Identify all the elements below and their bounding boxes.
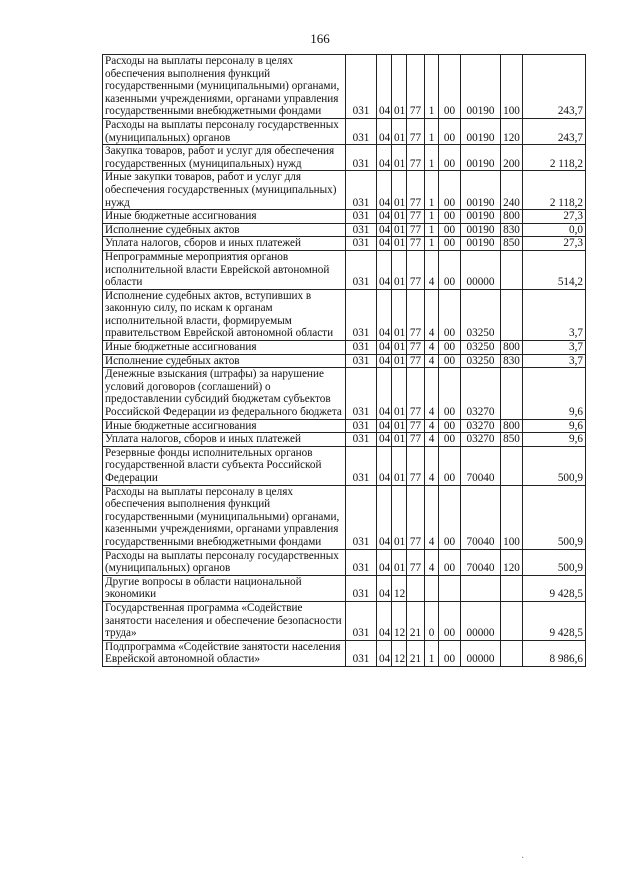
cell-pr: 01 [392,549,407,575]
cell-amount: 514,2 [523,250,586,289]
cell-amount: 243,7 [523,118,586,144]
cell-expense-type: 830 [501,223,523,237]
cell-direction: 00 [439,354,461,368]
cell-program: 77 [407,341,425,355]
cell-target-code: 70040 [461,446,501,485]
cell-program: 21 [407,601,425,640]
cell-direction: 00 [439,171,461,210]
table-row [103,575,586,601]
cell-amount: 243,7 [523,55,586,119]
cell-amount: 2 118,2 [523,145,586,171]
cell-program: 77 [407,171,425,210]
cell-ved: 031 [346,368,377,419]
cell-rz: 04 [377,237,392,251]
cell-rz: 04 [377,419,392,433]
cell-pr: 01 [392,419,407,433]
cell-pr: 01 [392,118,407,144]
cell-target-code: 00190 [461,223,501,237]
budget-table [102,54,586,667]
cell-rz: 04 [377,55,392,119]
cell-direction: 00 [439,433,461,447]
cell-expense-type: 100 [501,485,523,549]
cell-program: 77 [407,210,425,224]
cell-expense-type: 850 [501,433,523,447]
cell-pr: 12 [392,601,407,640]
table-row [103,250,586,289]
cell-ved: 031 [346,446,377,485]
cell-program: 77 [407,485,425,549]
cell-direction: 00 [439,485,461,549]
cell-amount: 3,7 [523,341,586,355]
cell-expense-type: 850 [501,237,523,251]
cell-expense-type [501,368,523,419]
cell-expense-type: 240 [501,171,523,210]
row-name: Государственная программа «Содействие занятости населения и обеспечение безопасности труда» [103,601,346,640]
cell-ved: 031 [346,433,377,447]
cell-direction [439,575,461,601]
cell-rz: 04 [377,118,392,144]
cell-rz: 04 [377,433,392,447]
cell-direction: 00 [439,210,461,224]
cell-rz: 04 [377,601,392,640]
cell-amount: 3,7 [523,354,586,368]
row-name: Непрограммные мероприятия органов исполнительной власти Еврейской автономной области [103,250,346,289]
cell-ved: 031 [346,485,377,549]
cell-target-code: 03270 [461,368,501,419]
row-name: Исполнение судебных актов, вступивших в законную силу, по искам к органам исполнительной власти, формируемым правительством Еврейской автономной области [103,289,346,340]
cell-pr: 01 [392,223,407,237]
row-name: Закупка товаров, работ и услуг для обеспечения государственных (муниципальных) нужд [103,145,346,171]
cell-direction: 00 [439,223,461,237]
row-name: Уплата налогов, сборов и иных платежей [103,433,346,447]
cell-rz: 04 [377,223,392,237]
table-row [103,237,586,251]
cell-amount: 9,6 [523,433,586,447]
cell-rz: 04 [377,171,392,210]
cell-subprogram: 4 [425,250,439,289]
cell-subprogram [425,575,439,601]
cell-amount: 8 986,6 [523,640,586,666]
cell-rz: 04 [377,341,392,355]
cell-subprogram: 1 [425,118,439,144]
row-name: Расходы на выплаты персоналу в целях обеспечения выполнения функций государственными (муниципальными) органами, казенными учреждениями, органами управления государственными внебюджетными фондами [103,55,346,119]
cell-program: 77 [407,433,425,447]
cell-target-code: 03270 [461,419,501,433]
cell-expense-type: 100 [501,55,523,119]
table-row [103,485,586,549]
cell-target-code: 70040 [461,549,501,575]
row-name: Подпрограмма «Содействие занятости населения Еврейской автономной области» [103,640,346,666]
scan-mark: · [521,853,525,864]
cell-subprogram: 1 [425,145,439,171]
cell-ved: 031 [346,549,377,575]
cell-program: 77 [407,354,425,368]
cell-expense-type [501,601,523,640]
cell-direction: 00 [439,368,461,419]
cell-direction: 00 [439,549,461,575]
cell-program: 77 [407,55,425,119]
cell-rz: 04 [377,446,392,485]
row-name: Иные бюджетные ассигнования [103,419,346,433]
cell-rz: 04 [377,250,392,289]
row-name: Уплата налогов, сборов и иных платежей [103,237,346,251]
table-row [103,210,586,224]
row-name: Расходы на выплаты персоналу государственных (муниципальных) органов [103,118,346,144]
cell-direction: 00 [439,601,461,640]
cell-program: 77 [407,549,425,575]
cell-direction: 00 [439,250,461,289]
cell-pr: 12 [392,575,407,601]
cell-rz: 04 [377,210,392,224]
cell-subprogram: 1 [425,55,439,119]
cell-target-code: 00000 [461,601,501,640]
table-row [103,354,586,368]
cell-program: 21 [407,640,425,666]
cell-target-code: 03270 [461,433,501,447]
row-name: Иные бюджетные ассигнования [103,210,346,224]
cell-rz: 04 [377,640,392,666]
cell-pr: 01 [392,210,407,224]
cell-pr: 01 [392,145,407,171]
cell-ved: 031 [346,575,377,601]
table-row [103,341,586,355]
cell-target-code: 70040 [461,485,501,549]
table-row [103,640,586,666]
cell-expense-type: 800 [501,341,523,355]
cell-program: 77 [407,237,425,251]
cell-target-code: 00190 [461,210,501,224]
cell-amount: 500,9 [523,549,586,575]
cell-target-code: 00190 [461,171,501,210]
cell-amount: 3,7 [523,289,586,340]
cell-target-code: 03250 [461,289,501,340]
cell-program: 77 [407,118,425,144]
cell-subprogram: 1 [425,210,439,224]
cell-target-code: 03250 [461,354,501,368]
table-row [103,118,586,144]
cell-amount: 27,3 [523,237,586,251]
cell-subprogram: 0 [425,601,439,640]
cell-pr: 01 [392,55,407,119]
cell-expense-type [501,446,523,485]
cell-rz: 04 [377,145,392,171]
cell-target-code: 00190 [461,118,501,144]
cell-direction: 00 [439,118,461,144]
cell-ved: 031 [346,237,377,251]
cell-direction: 00 [439,289,461,340]
cell-rz: 04 [377,289,392,340]
cell-ved: 031 [346,223,377,237]
cell-target-code: 00190 [461,145,501,171]
cell-ved: 031 [346,341,377,355]
cell-direction: 00 [439,55,461,119]
cell-rz: 04 [377,485,392,549]
cell-ved: 031 [346,171,377,210]
cell-target-code: 00000 [461,640,501,666]
cell-expense-type: 800 [501,210,523,224]
table-row [103,601,586,640]
cell-direction: 00 [439,237,461,251]
cell-subprogram: 4 [425,419,439,433]
row-name: Иные закупки товаров, работ и услуг для обеспечения государственных (муниципальных) нужд [103,171,346,210]
cell-pr: 01 [392,485,407,549]
cell-amount: 0,0 [523,223,586,237]
cell-ved: 031 [346,55,377,119]
cell-ved: 031 [346,289,377,340]
cell-expense-type [501,250,523,289]
cell-pr: 01 [392,368,407,419]
cell-expense-type [501,640,523,666]
table-row [103,368,586,419]
cell-subprogram: 4 [425,549,439,575]
cell-target-code: 00190 [461,55,501,119]
cell-ved: 031 [346,210,377,224]
cell-rz: 04 [377,549,392,575]
cell-expense-type: 200 [501,145,523,171]
cell-direction: 00 [439,446,461,485]
cell-amount: 9 428,5 [523,601,586,640]
cell-program [407,575,425,601]
cell-ved: 031 [346,118,377,144]
cell-subprogram: 4 [425,289,439,340]
cell-target-code: 03250 [461,341,501,355]
cell-subprogram: 4 [425,368,439,419]
cell-rz: 04 [377,575,392,601]
row-name: Другие вопросы в области национальной экономики [103,575,346,601]
cell-amount: 500,9 [523,446,586,485]
cell-ved: 031 [346,419,377,433]
table-row [103,223,586,237]
page-number: 166 [310,31,330,46]
cell-subprogram: 4 [425,354,439,368]
cell-ved: 031 [346,145,377,171]
cell-expense-type: 800 [501,419,523,433]
cell-amount: 9,6 [523,368,586,419]
table-body [103,55,586,667]
cell-pr: 12 [392,640,407,666]
cell-target-code: 00190 [461,237,501,251]
row-name: Исполнение судебных актов [103,223,346,237]
cell-program: 77 [407,223,425,237]
table-row [103,549,586,575]
row-name: Иные бюджетные ассигнования [103,341,346,355]
cell-amount: 2 118,2 [523,171,586,210]
cell-pr: 01 [392,171,407,210]
table-row [103,433,586,447]
cell-subprogram: 4 [425,446,439,485]
cell-program: 77 [407,250,425,289]
cell-pr: 01 [392,250,407,289]
cell-pr: 01 [392,433,407,447]
cell-target-code [461,575,501,601]
cell-pr: 01 [392,237,407,251]
cell-direction: 00 [439,419,461,433]
cell-expense-type [501,575,523,601]
cell-pr: 01 [392,341,407,355]
cell-subprogram: 4 [425,433,439,447]
table-row [103,289,586,340]
cell-program: 77 [407,419,425,433]
cell-program: 77 [407,145,425,171]
cell-program: 77 [407,289,425,340]
cell-amount: 9,6 [523,419,586,433]
cell-pr: 01 [392,446,407,485]
row-name: Исполнение судебных актов [103,354,346,368]
table-row [103,145,586,171]
cell-subprogram: 4 [425,341,439,355]
cell-subprogram: 1 [425,237,439,251]
cell-amount: 500,9 [523,485,586,549]
cell-ved: 031 [346,354,377,368]
cell-subprogram: 1 [425,640,439,666]
table-row [103,419,586,433]
cell-expense-type: 830 [501,354,523,368]
cell-direction: 00 [439,640,461,666]
cell-program: 77 [407,368,425,419]
table-row [103,55,586,119]
row-name: Денежные взыскания (штрафы) за нарушение условий договоров (соглашений) о предоставлении субсидий бюджетам субъектов Российской Федерации из федерального бюджета [103,368,346,419]
row-name: Резервные фонды исполнительных органов государственной власти субъекта Российской Федерации [103,446,346,485]
row-name: Расходы на выплаты персоналу государственных (муниципальных) органов [103,549,346,575]
cell-rz: 04 [377,368,392,419]
row-name: Расходы на выплаты персоналу в целях обеспечения выполнения функций государственными (муниципальными) органами, казенными учреждениями, органами управления государственными внебюджетными фондами [103,485,346,549]
cell-pr: 01 [392,354,407,368]
cell-amount: 9 428,5 [523,575,586,601]
cell-program: 77 [407,446,425,485]
cell-rz: 04 [377,354,392,368]
cell-amount: 27,3 [523,210,586,224]
cell-subprogram: 1 [425,223,439,237]
cell-expense-type [501,289,523,340]
table-row [103,446,586,485]
cell-expense-type: 120 [501,549,523,575]
cell-subprogram: 1 [425,171,439,210]
cell-ved: 031 [346,601,377,640]
cell-target-code: 00000 [461,250,501,289]
cell-direction: 00 [439,341,461,355]
cell-ved: 031 [346,640,377,666]
cell-pr: 01 [392,289,407,340]
cell-ved: 031 [346,250,377,289]
table-row [103,171,586,210]
cell-subprogram: 4 [425,485,439,549]
cell-direction: 00 [439,145,461,171]
cell-expense-type: 120 [501,118,523,144]
